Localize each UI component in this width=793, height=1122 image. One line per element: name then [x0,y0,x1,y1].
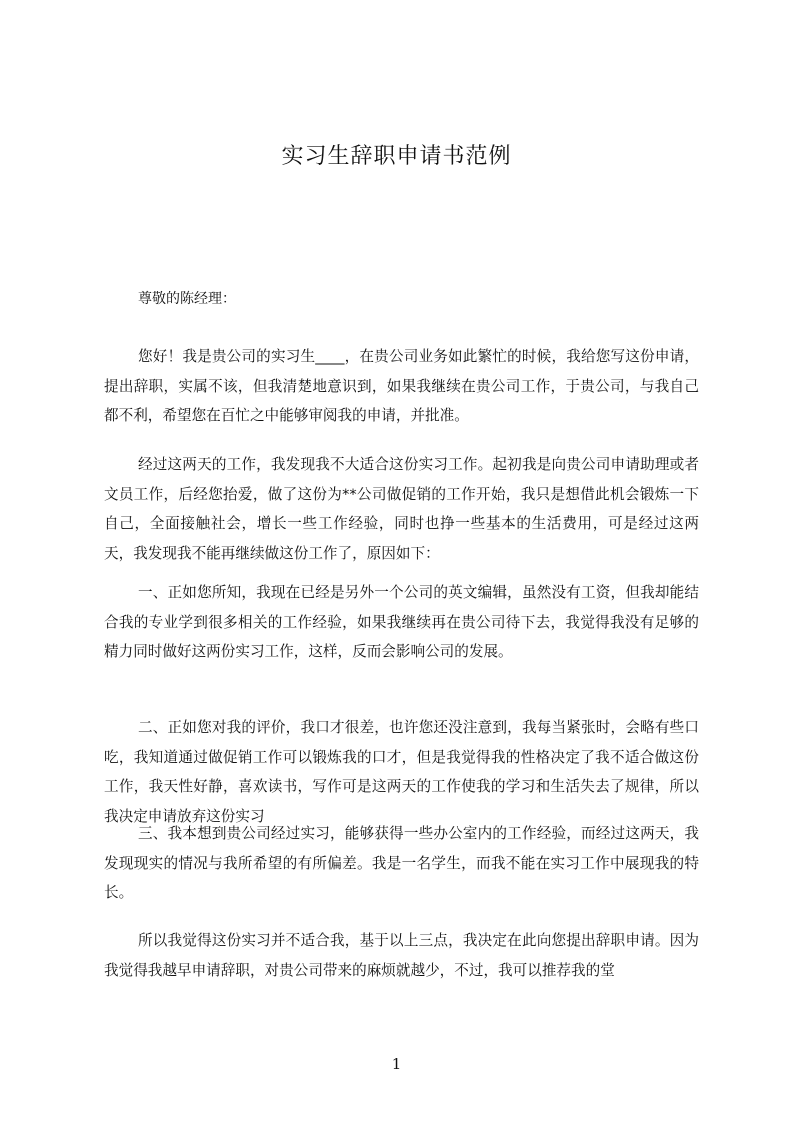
page-number: 1 [391,1055,402,1073]
paragraph-reason-1: 一、正如您所知，我现在已经是另外一个公司的英文编辑，虽然没有工资，但我却能结合我的专业学到很多相关的工作经验，如果我继续再在贵公司待下去，我觉得我没有足够的精力同时做好这两份实习工作，这样，反而会影响公司的发展。 [104,584,699,660]
document-title: 实习生辞职申请书范例 [281,144,512,169]
paragraph-background: 经过这两天的工作，我发现我不大适合这份实习工作。起初我是向贵公司申请助理或者文员工作，后经您抬爱，做了这份为**公司做促销的工作开始，我只是想借此机会锻炼一下自己，全面接触社会，增长一些工作经验，同时也挣一些基本的生活费用，可是经过这两天，我发现我不能再继续做这份工作了，原因如下： [104,456,699,562]
paragraph-reason-3: 三、我本想到贵公司经过实习，能够获得一些办公室内的工作经验，而经过这两天，我发现现实的情况与我所希望的有所偏差。我是一名学生，而我不能在实习工作中展现我的特长。 [104,825,699,901]
paragraph-greeting: 您好！我是贵公司的实习生____，在贵公司业务如此繁忙的时候，我给您写这份申请，提出辞职，实属不该，但我清楚地意识到，如果我继续在贵公司工作，于贵公司，与我自己都不利，希望您在百忙之中能够审阅我的申请，并批准。 [104,348,699,424]
paragraph-reason-2: 二、正如您对我的评价，我口才很差，也许您还没注意到，我每当紧张时，会略有些口吃，我知道通过做促销工作可以锻炼我的口才，但是我觉得我的性格决定了我不适合做这份工作，我天性好静，喜欢读书，写作可是这两天的工作使我的学习和生活失去了规律，所以我决定申请放弃这份实习 [104,719,699,825]
paragraph-conclusion: 所以我觉得这份实习并不适合我，基于以上三点，我决定在此向您提出辞职申请。因为我觉得我越早申请辞职，对贵公司带来的麻烦就越少，不过，我可以推荐我的堂 [104,932,699,979]
salutation: 尊敬的陈经理： [138,291,236,307]
